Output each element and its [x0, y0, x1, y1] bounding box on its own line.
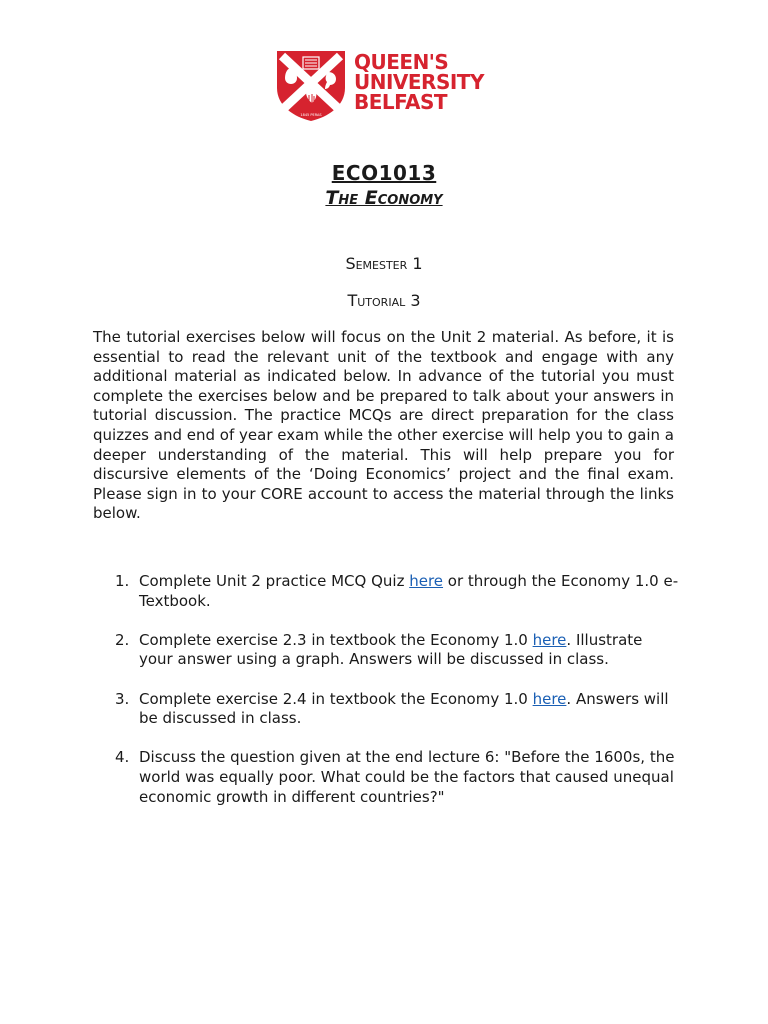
exercise-2-4-link[interactable]: here — [532, 689, 567, 708]
task-text: Complete exercise 2.3 in textbook the Economy 1.0 — [139, 630, 533, 649]
task-item-3 — [115, 689, 679, 729]
task-number: 4. — [115, 748, 130, 767]
semester-heading: Semester 1 — [345, 254, 423, 273]
task-list — [115, 572, 679, 827]
task-text: Discuss the question given at the end lecture 6: "Before the 1600s, the world was equally poor. What could be the factors that caused unequal economic growth in different countries?" — [139, 748, 675, 806]
task-number: 3. — [115, 689, 130, 708]
task-text: . Answers will be discussed in class. — [139, 689, 669, 728]
task-text: or through the Economy 1.0 e-Textbook. — [139, 572, 679, 610]
logo-wordmark — [354, 52, 484, 112]
university-logo — [276, 50, 492, 124]
task-item-1 — [115, 572, 679, 611]
task-item-2 — [115, 630, 679, 670]
logo-line-1: QUEEN'S — [354, 50, 449, 74]
exercise-2-3-link[interactable]: here — [532, 630, 567, 649]
course-title: The Economy — [325, 187, 443, 209]
tutorial-heading: Tutorial 3 — [347, 291, 421, 310]
course-code: ECO1013 — [331, 161, 437, 185]
task-text: Complete Unit 2 practice MCQ Quiz — [139, 572, 410, 590]
logo-line-3: BELFAST — [354, 90, 448, 114]
quiz-link[interactable]: here — [409, 572, 444, 590]
intro-paragraph: The tutorial exercises below will focus on the Unit 2 material. As before, it is essential to read the relevant unit of the textbook and engage with any additional material as indicated below. In advance of the tutorial you must complete the exercises below and be prepared to talk about your answers in tutorial discussion. The practice MCQs are direct preparation for the class quizzes and end of year exam while the other exercise will help you to gain a deeper understanding of the material. This will help prepare you for discursive elements of the ‘Doing Economics’ project and the final exam. Please sign in to your CORE account to access the material through the links below. — [93, 328, 674, 523]
task-text: Complete exercise 2.4 in textbook the Economy 1.0 — [139, 689, 533, 708]
task-item-4 — [115, 748, 679, 807]
shield-icon — [276, 50, 346, 122]
task-number: 2. — [115, 630, 130, 649]
task-number: 1. — [115, 572, 130, 590]
logo-line-2: UNIVERSITY — [354, 70, 484, 94]
task-text: . Illustrate your answer using a graph. Answers will be discussed in class. — [139, 630, 643, 669]
shield-motto: 1845 PERAS — [300, 113, 322, 117]
